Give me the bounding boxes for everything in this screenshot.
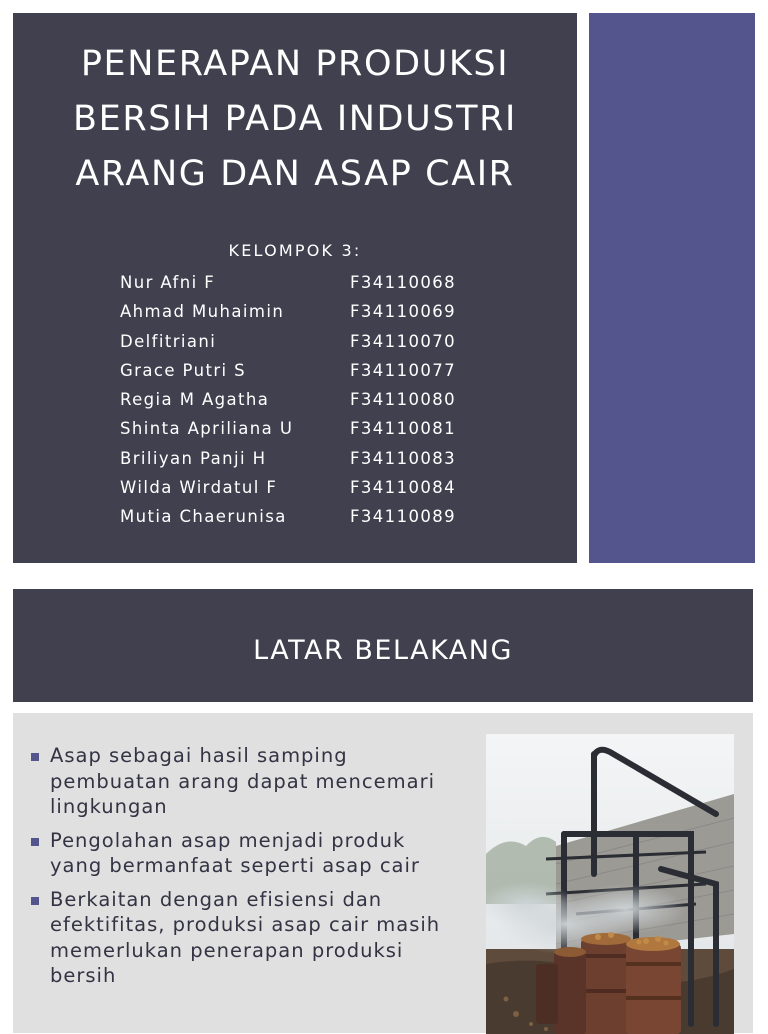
member-name: Nur Afni F — [120, 273, 216, 292]
title-line-3: ARANG DAN ASAP CAIR — [75, 154, 515, 194]
member-id: F34110081 — [350, 419, 457, 439]
slide-title — [13, 37, 577, 202]
member-id: F34110069 — [350, 302, 457, 322]
group-heading: KELOMPOK 3: — [228, 241, 362, 260]
member-list — [120, 268, 560, 532]
member-id: F34110083 — [350, 448, 457, 468]
member-id: F34110068 — [350, 273, 457, 292]
bullet-text: Asap sebagai hasil samping pembuatan arang dapat mencemari lingkungan — [50, 744, 436, 818]
member-row — [120, 356, 560, 385]
member-id: F34110080 — [350, 390, 457, 410]
member-id: F34110089 — [350, 507, 457, 527]
bullet-list — [29, 743, 449, 997]
title-line-2: BERSIH PADA INDUSTRI — [73, 99, 517, 139]
member-name: Briliyan Panji H — [120, 448, 267, 468]
section-header-panel — [13, 589, 753, 702]
bullet-text: Pengolahan asap menjadi produk yang bermanfaat seperti asap cair — [50, 828, 420, 877]
content-panel — [13, 713, 753, 1033]
member-id: F34110070 — [350, 331, 457, 351]
bullet-item — [29, 828, 449, 879]
member-name: Mutia Chaerunisa — [120, 507, 287, 527]
title-slide-panel — [13, 13, 577, 563]
title-line-1: PENERAPAN PRODUKSI — [80, 44, 510, 84]
bullet-item — [29, 743, 449, 820]
member-name: Delfitriani — [120, 331, 217, 351]
square-bullet-icon — [31, 838, 39, 846]
bullet-text: Berkaitan dengan efisiensi dan efektifitas, produksi asap cair masih memerlukan penerapan produksi bersih — [50, 887, 441, 987]
bullet-item — [29, 887, 449, 989]
member-name: Wilda Wirdatul F — [120, 478, 278, 498]
member-id: F34110084 — [350, 478, 457, 498]
accent-panel — [589, 13, 755, 563]
member-row — [120, 297, 560, 326]
member-name: Grace Putri S — [120, 360, 247, 380]
member-row — [120, 385, 560, 414]
member-row — [120, 502, 560, 531]
member-name: Shinta Apriliana U — [120, 419, 294, 439]
section-title: LATAR BELAKANG — [253, 635, 513, 666]
square-bullet-icon — [31, 897, 39, 905]
square-bullet-icon — [31, 753, 39, 761]
member-row — [120, 473, 560, 502]
member-name: Ahmad Muhaimin — [120, 302, 285, 322]
member-row — [120, 444, 560, 473]
member-id: F34110077 — [350, 360, 457, 380]
smoke-drum-photo-icon — [486, 734, 734, 1034]
member-name: Regia M Agatha — [120, 390, 270, 410]
member-row — [120, 414, 560, 443]
member-row — [120, 327, 560, 356]
member-row — [120, 268, 560, 297]
